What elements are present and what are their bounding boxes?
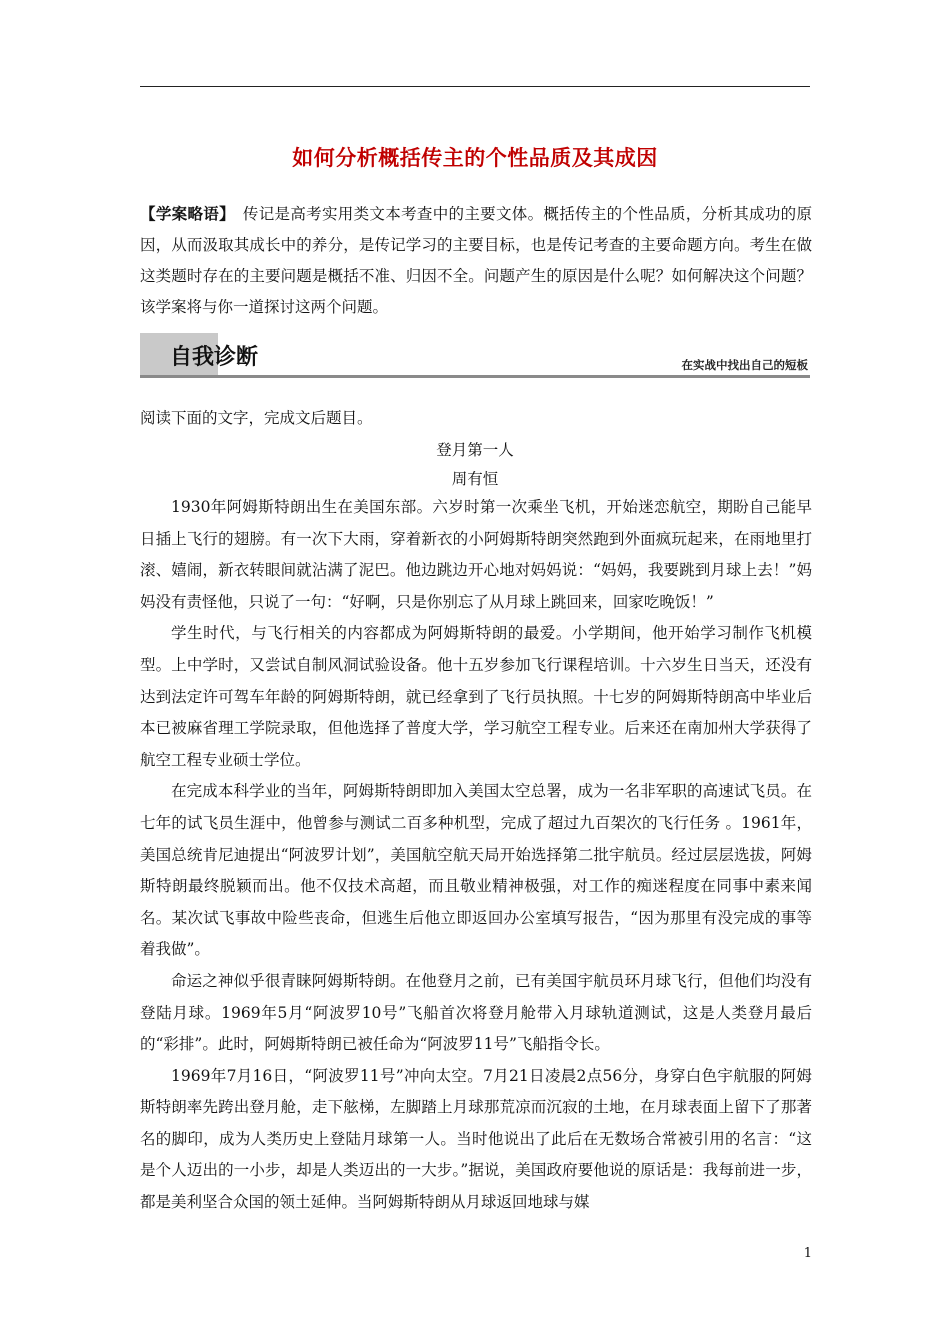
section-banner-line — [140, 375, 810, 378]
section-heading: 自我诊断 — [170, 345, 259, 370]
page-title: 如何分析概括传主的个性品质及其成因 — [292, 146, 658, 170]
paragraph: 1930年阿姆斯特朗出生在美国东部。六岁时第一次乘坐飞机，开始迷恋航空，期盼自己能早日插上飞行的翅膀。有一次下大雨，穿着新衣的小阿姆斯特朗突然跑到外面疯玩起来，在雨地里打滚、嬉闹，新衣转眼间就沾满了泥巴。他边跳边开心地对妈妈说：“妈妈，我要跳到月球上去！”妈妈没有责怪他，只说了一句：“好啊，只是你别忘了从月球上跳回来，回家吃晚饭！” — [140, 498, 812, 611]
intro-block — [140, 199, 812, 323]
intro-tag: 【学案略语】 — [140, 205, 235, 223]
intro-text: 传记是高考实用类文本考查中的主要文体。概括传主的个性品质，分析其成功的原因，从而汲取其成长中的养分，是传记学习的主要目标，也是传记考查的主要命题方向。考生在做这类题时存在的主要问题是概括不准、归因不全。问题产生的原因是什么呢？如何解决这个问题？该学案将与你一道探讨这两个问题。 — [140, 205, 812, 316]
paragraph: 命运之神似乎很青睐阿姆斯特朗。在他登月之前，已有美国宇航员环月球飞行，但他们均没有登陆月球。1969年5月“阿波罗10号”飞船首次将登月舱带入月球轨道测试，这是人类登月最后的“彩排”。此时，阿姆斯特朗已被任命为“阿波罗11号”飞船指令长。 — [140, 971, 812, 1054]
paragraph: 1969年7月16日，“阿波罗11号”冲向太空。7月21日凌晨2点56分，身穿白色宇航服的阿姆斯特朗率先跨出登月舱，走下舷梯，左脚踏上月球那荒凉而沉寂的土地，在月球表面上留下了那著名的脚印，成为人类历史上登陆月球第一人。当时他说出了此后在无数场合常被引用的名言：“这是个人迈出的一小步，却是人类迈出的一大步。”据说，美国政府要他说的原话是：我每前进一步，都是美利坚合众国的领土延伸。当阿姆斯特朗从月球返回地球与媒 — [140, 1066, 812, 1212]
paragraph: 学生时代，与飞行相关的内容都成为阿姆斯特朗的最爱。小学期间，他开始学习制作飞机模型。上中学时，又尝试自制风洞试验设备。他十五岁参加飞行课程培训。十六岁生日当天，还没有达到法定许可驾车年龄的阿姆斯特朗，就已经拿到了飞行员执照。十七岁的阿姆斯特朗高中毕业后本已被麻省理工学院录取，但他选择了普度大学，学习航空工程专业。后来还在南加州大学获得了航空工程专业硕士学位。 — [140, 624, 812, 769]
section-subtitle: 在实战中找出自己的短板 — [681, 358, 808, 372]
passage-title: 登月第一人 — [436, 441, 514, 459]
paragraph: 在完成本科学业的当年，阿姆斯特朗即加入美国太空总署，成为一名非军职的高速试飞员。在七年的试飞员生涯中，他曾参与测试二百多种机型，完成了超过九百架次的飞行任务 。1961年，美国总统肯尼迪提出“阿波罗计划”，美国航空航天局开始选择第二批宇航员。经过层层选拔，阿姆斯特朗最终脱颖而出。他不仅技术高超，而且敬业精神极强，对工作的痴迷程度在同事中素来闻名。某次试飞事故中险些丧命，但逃生后他立即返回办公室填写报告，“因为那里有没完成的事等着我做”。 — [140, 782, 812, 959]
section-banner — [140, 333, 810, 379]
passage-author: 周有恒 — [451, 470, 499, 488]
passage-body — [140, 492, 812, 1219]
page-number: 1 — [803, 1246, 812, 1261]
header-rule — [140, 86, 810, 87]
instruction: 阅读下面的文字，完成文后题目。 — [140, 409, 373, 427]
